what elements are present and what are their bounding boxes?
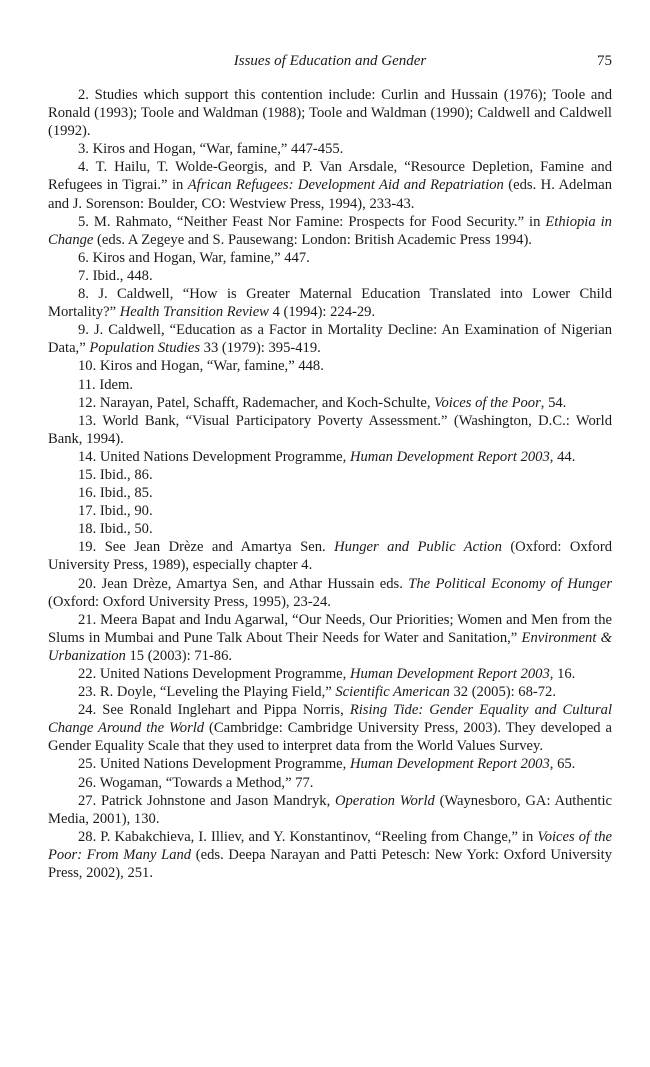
endnote bbox=[48, 792, 612, 828]
endnote-italic-title: African Refugees: Development Aid and Repatriation bbox=[187, 177, 504, 194]
page-number: 75 bbox=[597, 53, 612, 69]
endnote-text: , 65. bbox=[549, 756, 576, 773]
endnote bbox=[48, 249, 612, 267]
endnote bbox=[48, 140, 612, 158]
endnote-text: (Oxford: Oxford University Press, 1989), especially chapter 4. bbox=[48, 539, 612, 574]
endnote-italic-title: Hunger and Public Action bbox=[334, 539, 502, 556]
endnote-text: 21. Meera Bapat and Indu Agarwal, “Our Needs, Our Priorities; Women and Men from the Slums in Mumbai and Pune Talk About Their Needs for Water and Sanitation,” bbox=[48, 611, 612, 646]
endnote-text: 10. Kiros and Hogan, “War, famine,” 448. bbox=[78, 358, 324, 375]
running-title: Issues of Education and Gender bbox=[233, 53, 427, 69]
endnote-italic-title: Ethiopia in Change bbox=[48, 213, 612, 248]
endnote bbox=[48, 755, 612, 773]
endnote-text: 32 (2005): 68-72. bbox=[449, 684, 556, 701]
endnote bbox=[48, 520, 612, 538]
endnote-italic-title: Health Transition Review bbox=[119, 304, 269, 321]
endnote bbox=[48, 774, 612, 792]
endnote bbox=[48, 321, 612, 357]
endnote-text: 20. Jean Drèze, Amartya Sen, and Athar Hussain eds. bbox=[78, 575, 409, 592]
endnote-text: 25. United Nations Development Programme, bbox=[78, 756, 350, 773]
endnote-text: 33 (1979): 395-419. bbox=[200, 340, 321, 357]
endnote bbox=[48, 683, 612, 701]
endnote-text: (Waynesboro, GA: Authentic Media, 2001), 130. bbox=[48, 792, 612, 827]
endnote-text: 26. Wogaman, “Towards a Method,” 77. bbox=[78, 774, 314, 791]
endnote-text: 16. Ibid., 85. bbox=[78, 485, 153, 502]
endnote-text: 22. United Nations Development Programme, bbox=[78, 666, 350, 682]
endnote-text: 15 (2003): 71-86. bbox=[125, 647, 233, 664]
endnote-text: (eds. Deepa Narayan and Patti Petesch: New York: Oxford University Press, 2002), 251. bbox=[48, 846, 612, 882]
endnote-text: (Cambridge: Cambridge University Press, 2003). They developed a Gender Equality Scale that they used to interpret data from the World Values Survey. bbox=[48, 720, 612, 755]
endnote-text: 11. Idem. bbox=[78, 376, 133, 393]
endnote-text: 4. T. Hailu, T. Wolde-Georgis, and P. Van Arsdale, “Resource Depletion, Famine and Refugees in Tigrai.” in bbox=[48, 159, 612, 194]
endnote-text: 15. Ibid., 86. bbox=[78, 466, 153, 483]
endnote-text: (eds. H. Adelman and J. Sorenson: Boulder, CO: Westview Press, 1994), 233-43. bbox=[48, 177, 612, 212]
endnote-italic-title: Rising Tide: Gender Equality and Cultural Change Around the World bbox=[48, 702, 612, 737]
endnote bbox=[48, 828, 612, 882]
endnote-text: 7. Ibid., 448. bbox=[78, 267, 153, 284]
endnote-text: 12. Narayan, Patel, Schafft, Rademacher, and Koch-Schulte, bbox=[78, 394, 435, 411]
endnote-italic-title: Scientific American bbox=[335, 684, 450, 701]
endnote-text: 5. M. Rahmato, “Neither Feast Nor Famine: Prospects for Food Security.” in bbox=[78, 213, 546, 230]
endnote-italic-title: The Political Economy of Hunger bbox=[408, 575, 613, 592]
endnote bbox=[48, 538, 612, 574]
endnote-italic-title: Population Studies bbox=[89, 340, 200, 357]
endnote bbox=[48, 502, 612, 520]
endnote-text: 17. Ibid., 90. bbox=[78, 503, 153, 520]
endnotes-list bbox=[48, 86, 612, 882]
endnote-text: (eds. A Zegeye and S. Pausewang: London: British Academic Press 1994). bbox=[93, 231, 532, 248]
endnote-text: 18. Ibid., 50. bbox=[78, 521, 153, 538]
endnote-italic-title: Human Development Report 2003 bbox=[349, 448, 550, 465]
endnote bbox=[48, 466, 612, 484]
endnote-text: 19. See Jean Drèze and Amartya Sen. bbox=[78, 539, 335, 556]
endnote bbox=[48, 665, 612, 683]
endnote-text: (Oxford: Oxford University Press, 1995), 23-24. bbox=[48, 593, 331, 610]
endnote-text: 6. Kiros and Hogan, War, famine,” 447. bbox=[78, 249, 310, 266]
endnote-text: , 54. bbox=[540, 394, 567, 411]
endnote bbox=[48, 484, 612, 502]
endnote-text: 2. Studies which support this contention include: Curlin and Hussain (1976); Toole and Ronald (1993); Toole and Waldman (1988); Toole and Waldman (1990); Caldwell and Caldwell (1992). bbox=[48, 87, 612, 140]
endnote bbox=[48, 158, 612, 212]
endnote-italic-title: Human Development Report 2003 bbox=[349, 756, 550, 773]
endnote bbox=[48, 376, 612, 394]
endnote-text: 24. See Ronald Inglehart and Pippa Norris, bbox=[78, 702, 350, 719]
endnote-text: 27. Patrick Johnstone and Jason Mandryk, bbox=[78, 792, 335, 809]
endnote bbox=[48, 285, 612, 321]
endnote-text: 8. J. Caldwell, “How is Greater Maternal Education Translated into Lower Child Mortality?” bbox=[48, 286, 612, 321]
endnote bbox=[48, 448, 612, 466]
endnote-italic-title: Voices of the Poor: From Many Land bbox=[48, 828, 612, 863]
endnote-text: 3. Kiros and Hogan, “War, famine,” 447-455. bbox=[78, 141, 344, 158]
endnote bbox=[48, 611, 612, 665]
endnote bbox=[48, 267, 612, 285]
endnote-italic-title: Operation World bbox=[334, 792, 435, 809]
endnote-text: 13. World Bank, “Visual Participatory Poverty Assessment.” (Washington, D.C.: World Bank, 1994). bbox=[48, 412, 612, 447]
endnote-text: 23. R. Doyle, “Leveling the Playing Field,” bbox=[78, 684, 336, 701]
endnote bbox=[48, 575, 612, 611]
endnote-italic-title: Environment & Urbanization bbox=[48, 629, 613, 664]
endnote-italic-title: Voices of the Poor bbox=[434, 394, 541, 411]
endnote bbox=[48, 701, 612, 755]
endnote-italic-title: Human Development Report 2003 bbox=[349, 666, 550, 682]
endnote-text: , 16. bbox=[549, 666, 576, 682]
endnote-text: , 44. bbox=[549, 448, 576, 465]
endnote-text: 4 (1994): 224-29. bbox=[268, 304, 376, 321]
endnote-text: 14. United Nations Development Programme, bbox=[78, 448, 350, 465]
endnote-text: 9. J. Caldwell, “Education as a Factor in Mortality Decline: An Examination of Nigerian Data,” bbox=[48, 322, 612, 357]
endnote bbox=[48, 357, 612, 375]
endnote bbox=[48, 86, 612, 140]
endnote bbox=[48, 394, 612, 412]
endnote-text: 28. P. Kabakchieva, I. Illiev, and Y. Konstantinov, “Reeling from Change,” in bbox=[78, 828, 538, 845]
endnote bbox=[48, 412, 612, 448]
endnote bbox=[48, 213, 612, 249]
